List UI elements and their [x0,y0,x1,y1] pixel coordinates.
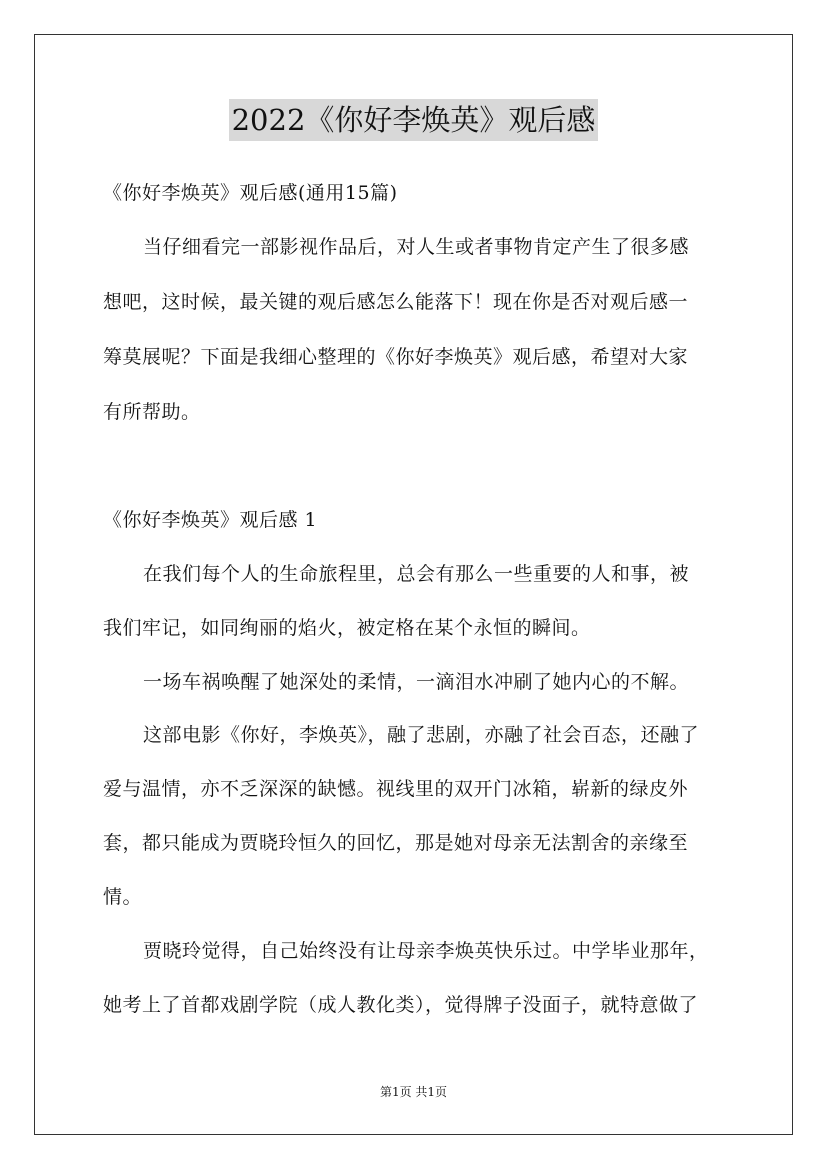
body-line: 贾晓玲觉得，自己始终没有让母亲李焕英快乐过。中学毕业那年， [143,940,709,962]
body-line: 套，都只能成为贾晓玲恒久的回忆，那是她对母亲无法割舍的亲缘至 [103,832,689,854]
page-footer: 第1页 共1页 [379,1085,448,1099]
intro-line: 当仔细看完一部影视作品后，对人生或者事物肯定产生了很多感 [143,236,690,258]
body-line: 情。 [103,886,143,908]
body-line: 我们牢记，如同绚丽的焰火，被定格在某个永恒的瞬间。 [103,617,591,639]
section-heading: 《你好李焕英》观后感 1 [103,509,318,531]
intro-line: 想吧，这时候，最关键的观后感怎么能落下！现在你是否对观后感一 [103,291,689,313]
document-title: 2022《你好李焕英》观后感 [229,99,598,141]
subtitle: 《你好李焕英》观后感(通用15篇) [103,182,398,204]
body-line: 爱与温情，亦不乏深深的缺憾。视线里的双开门冰箱，崭新的绿皮外 [103,778,689,800]
intro-line: 筹莫展呢？下面是我细心整理的《你好李焕英》观后感，希望对大家 [103,346,689,368]
body-line: 她考上了首都戏剧学院（成人教化类），觉得牌子没面子，就特意做了 [103,994,699,1016]
intro-line: 有所帮助。 [103,401,201,423]
body-line: 在我们每个人的生命旅程里，总会有那么一些重要的人和事，被 [143,563,690,585]
body-line: 一场车祸唤醒了她深处的柔情，一滴泪水冲刷了她内心的不解。 [143,671,690,693]
body-line: 这部电影《你好，李焕英》，融了悲剧，亦融了社会百态，还融了 [143,724,700,746]
